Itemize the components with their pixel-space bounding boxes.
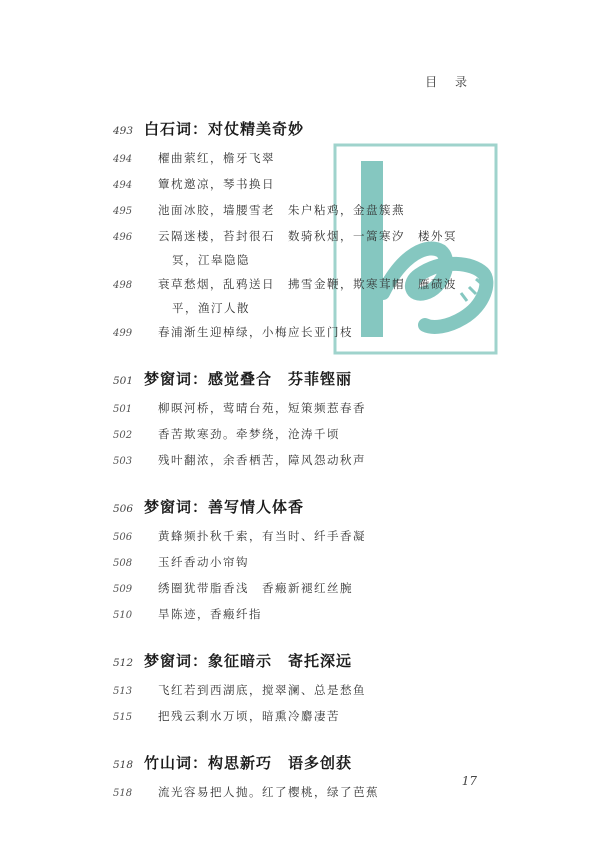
toc bbox=[113, 118, 493, 828]
entry-page-number: 506 bbox=[113, 532, 133, 543]
section-title[interactable]: 梦窗词：善写情人体香 bbox=[144, 498, 305, 516]
toc-entry[interactable] bbox=[113, 146, 493, 172]
toc-entry[interactable] bbox=[113, 198, 493, 224]
entry-title: 柳暝河桥，莺晴台苑，短策频惹春香 bbox=[158, 401, 366, 415]
entry-title: 旱陈迹，香瘢纤指 bbox=[158, 607, 262, 621]
entry-page-number: 501 bbox=[113, 404, 133, 415]
entry-title: 流光容易把人抛。红了樱桃，绿了芭蕉 bbox=[158, 785, 379, 799]
section-page-number: 493 bbox=[113, 125, 134, 137]
entry-title: 玉纤香动小帘钩 bbox=[158, 555, 249, 569]
entry-title: 飞红若到西湖底，搅翠澜、总是愁鱼 bbox=[158, 683, 366, 697]
entry-title: 池面冰胶，墙腰雪老 朱户粘鸡，金盘簇燕 bbox=[158, 203, 405, 217]
toc-entry[interactable] bbox=[113, 396, 493, 422]
entry-page-number: 498 bbox=[113, 280, 133, 291]
entry-title bbox=[158, 272, 457, 320]
entry-title: 绣圈犹带脂香浅 香瘢新褪红丝腕 bbox=[158, 581, 353, 595]
toc-entry[interactable] bbox=[113, 780, 493, 806]
section-title[interactable]: 白石词：对仗精美奇妙 bbox=[144, 120, 305, 138]
entry-title: 春浦渐生迎棹绿，小梅应长亚门枝 bbox=[158, 325, 353, 339]
entry-page-number: 503 bbox=[113, 456, 133, 467]
toc-section bbox=[113, 496, 493, 628]
entry-line-continued: 平，渔汀人散 bbox=[172, 301, 250, 315]
entry-page-number: 510 bbox=[113, 610, 133, 621]
entry-page-number: 502 bbox=[113, 430, 133, 441]
toc-entry[interactable] bbox=[113, 602, 493, 628]
entry-page-number: 495 bbox=[113, 206, 133, 217]
toc-entry[interactable] bbox=[113, 678, 493, 704]
running-header: 目 录 bbox=[425, 75, 474, 89]
section-title[interactable]: 梦窗词：象征暗示 寄托深远 bbox=[144, 652, 353, 670]
section-title[interactable]: 竹山词：构思新巧 语多创获 bbox=[144, 754, 353, 772]
entry-title: 黄蜂频扑秋千索，有当时、纤手香凝 bbox=[158, 529, 366, 543]
toc-entry[interactable] bbox=[113, 550, 493, 576]
toc-entry[interactable] bbox=[113, 172, 493, 198]
toc-entry[interactable] bbox=[113, 524, 493, 550]
entry-title: 簟枕邀凉，琴书换日 bbox=[158, 177, 275, 191]
entry-page-number: 494 bbox=[113, 154, 133, 165]
page-number: 17 bbox=[461, 774, 477, 788]
toc-entry[interactable] bbox=[113, 576, 493, 602]
entry-title: 把残云剩水万顷，暗熏冷麝凄苦 bbox=[158, 709, 340, 723]
entry-page-number: 499 bbox=[113, 328, 133, 339]
entry-page-number: 518 bbox=[113, 788, 133, 799]
toc-section bbox=[113, 368, 493, 474]
section-page-number: 512 bbox=[113, 657, 134, 669]
entry-page-number: 494 bbox=[113, 180, 133, 191]
entry-line: 衰草愁烟，乱鸦送日 拂雪金鞭，欺寒茸帽 雁碛波 bbox=[158, 277, 457, 291]
entry-page-number: 508 bbox=[113, 558, 133, 569]
toc-section bbox=[113, 118, 493, 346]
entry-title bbox=[158, 224, 457, 272]
entry-page-number: 513 bbox=[113, 686, 133, 697]
toc-section bbox=[113, 752, 493, 806]
entry-page-number: 515 bbox=[113, 712, 133, 723]
toc-entry[interactable] bbox=[113, 422, 493, 448]
toc-entry[interactable] bbox=[113, 448, 493, 474]
entry-title: 櫂曲萦红，檐牙飞翠 bbox=[158, 151, 275, 165]
section-page-number: 501 bbox=[113, 375, 134, 387]
entry-page-number: 509 bbox=[113, 584, 133, 595]
toc-entry[interactable] bbox=[113, 320, 493, 346]
section-title[interactable]: 梦窗词：感觉叠合 芬菲铿丽 bbox=[144, 370, 353, 388]
entry-line: 云隔迷楼，苔封很石 数骑秋烟，一篙寒汐 楼外冥 bbox=[158, 229, 457, 243]
entry-page-number: 496 bbox=[113, 232, 133, 243]
entry-line-continued: 冥，江皋隐隐 bbox=[172, 253, 250, 267]
toc-section bbox=[113, 650, 493, 730]
toc-entry[interactable] bbox=[113, 272, 493, 320]
section-page-number: 506 bbox=[113, 503, 134, 515]
entry-title: 香苦欺寒劲。牵梦绕，沧涛千顷 bbox=[158, 427, 340, 441]
section-page-number: 518 bbox=[113, 759, 134, 771]
toc-entry[interactable] bbox=[113, 224, 493, 272]
toc-entry[interactable] bbox=[113, 704, 493, 730]
entry-title: 残叶翻浓，余香栖苦，障风怨动秋声 bbox=[158, 453, 366, 467]
